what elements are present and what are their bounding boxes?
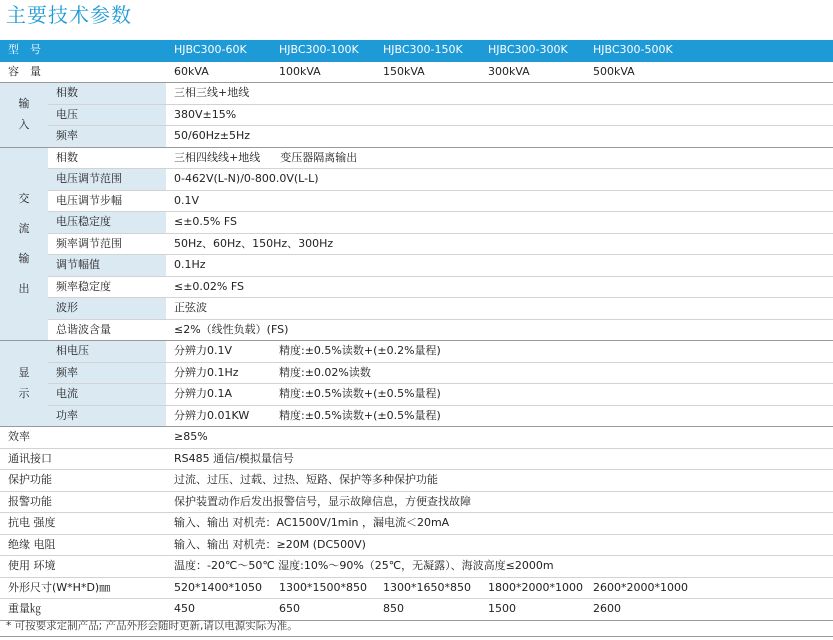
output-row: [0, 212, 833, 234]
row-label: 报警功能: [0, 491, 166, 513]
general-row: [0, 448, 833, 470]
row-label: 频率: [48, 362, 166, 384]
input-row: [0, 83, 833, 105]
value-cell: 60kVA: [166, 61, 271, 83]
model-cell: HJBC300-500K: [585, 40, 833, 61]
value-cell: 过流、过压、过载、过热、短路、保护等多种保护功能: [166, 470, 833, 492]
value-cell: 0.1V: [166, 190, 833, 212]
row-label: 通讯接口: [0, 448, 166, 470]
bottom-divider: [0, 636, 833, 637]
output-row: [0, 298, 833, 320]
dimensions-row: [0, 577, 833, 599]
row-label: 波形: [48, 298, 166, 320]
output-row: [0, 276, 833, 298]
value-cell: 520*1400*1050: [166, 577, 271, 599]
display-row: [0, 384, 833, 406]
row-label: 相数: [48, 147, 166, 169]
weight-row: [0, 599, 833, 621]
row-label: 总谐波含量: [48, 319, 166, 341]
row-label: 功率: [48, 405, 166, 427]
resolution-cell: 分辨力0.1V: [166, 341, 271, 363]
display-row: [0, 341, 833, 363]
capacity-row: [0, 61, 833, 83]
output-row: [0, 169, 833, 191]
value-cell: 1500: [480, 599, 585, 621]
value-cell: 2600*2000*1000: [585, 577, 833, 599]
value-cell: 50/60Hz±5Hz: [166, 126, 833, 148]
value-cell: 450: [166, 599, 271, 621]
page-title: 主要技术参数: [6, 3, 132, 27]
general-row: [0, 556, 833, 578]
header-label: 型 号: [0, 40, 166, 61]
model-cell: HJBC300-150K: [375, 40, 480, 61]
footnote: * 可按要求定制产品; 产品外形会随时更新,请以电源实际为准。: [6, 620, 298, 632]
value-cell: RS485 通信/模拟量信号: [166, 448, 833, 470]
accuracy-cell: 精度:±0.5%读数+(±0.2%量程): [271, 341, 833, 363]
value-cell: ≥85%: [166, 427, 833, 449]
value-cell: 650: [271, 599, 375, 621]
value-cell: 1300*1650*850: [375, 577, 480, 599]
row-label: 电压调节范围: [48, 169, 166, 191]
input-row: [0, 104, 833, 126]
output-group-label: 交流输出: [0, 147, 48, 341]
row-label: 频率: [48, 126, 166, 148]
row-label: 重量㎏: [0, 599, 166, 621]
general-row: [0, 513, 833, 535]
accuracy-cell: 精度:±0.5%读数+(±0.5%量程): [271, 405, 833, 427]
row-label: 电压稳定度: [48, 212, 166, 234]
resolution-cell: 分辨力0.1A: [166, 384, 271, 406]
row-label: 相数: [48, 83, 166, 105]
value-cell: ≤2%（线性负载）(FS): [166, 319, 833, 341]
value-cell: 输入、输出 对机壳：≥20M (DC500V): [166, 534, 833, 556]
output-row: [0, 147, 833, 169]
model-cell: HJBC300-60K: [166, 40, 271, 61]
output-row: [0, 319, 833, 341]
value-cell: 300kVA: [480, 61, 585, 83]
value-cell: 正弦波: [166, 298, 833, 320]
value-cell: 温度：-20℃～50℃ 湿度:10%～90%（25℃，无凝露）、海波高度≤2000m: [166, 556, 833, 578]
display-row: [0, 362, 833, 384]
model-cell: HJBC300-100K: [271, 40, 375, 61]
value-cell: 850: [375, 599, 480, 621]
value-cell: 150kVA: [375, 61, 480, 83]
row-label: 电流: [48, 384, 166, 406]
row-label: 调节幅值: [48, 255, 166, 277]
value-cell: 输入、输出 对机壳：AC1500V/1min ，漏电流＜20mA: [166, 513, 833, 535]
general-row: [0, 491, 833, 513]
general-row: [0, 470, 833, 492]
value-cell: 1800*2000*1000: [480, 577, 585, 599]
value-cell: 500kVA: [585, 61, 833, 83]
value-cell: 三相四线线+地线 变压器隔离输出: [166, 147, 833, 169]
value-cell: ≤±0.5% FS: [166, 212, 833, 234]
row-label: 效率: [0, 427, 166, 449]
general-row: [0, 534, 833, 556]
row-label: 保护功能: [0, 470, 166, 492]
resolution-cell: 分辨力0.01KW: [166, 405, 271, 427]
resolution-cell: 分辨力0.1Hz: [166, 362, 271, 384]
value-cell: 50Hz、60Hz、150Hz、300Hz: [166, 233, 833, 255]
row-label: 使用 环境: [0, 556, 166, 578]
row-label: 电压调节步幅: [48, 190, 166, 212]
value-cell: 保护装置动作后发出报警信号，显示故障信息，方便查找故障: [166, 491, 833, 513]
value-cell: 三相三线+地线: [166, 83, 833, 105]
accuracy-cell: 精度:±0.02%读数: [271, 362, 833, 384]
row-label: 容 量: [0, 61, 166, 83]
value-cell: ≤±0.02% FS: [166, 276, 833, 298]
output-row: [0, 255, 833, 277]
header-row: [0, 40, 833, 61]
input-row: [0, 126, 833, 148]
output-row: [0, 233, 833, 255]
row-label: 频率调节范围: [48, 233, 166, 255]
value-cell: 0.1Hz: [166, 255, 833, 277]
general-row: [0, 427, 833, 449]
display-group-label: 显示: [0, 341, 48, 427]
value-cell: 380V±15%: [166, 104, 833, 126]
row-label: 电压: [48, 104, 166, 126]
model-cell: HJBC300-300K: [480, 40, 585, 61]
row-label: 频率稳定度: [48, 276, 166, 298]
value-cell: 1300*1500*850: [271, 577, 375, 599]
row-label: 抗电 强度: [0, 513, 166, 535]
spec-table: [0, 40, 833, 621]
value-cell: 2600: [585, 599, 833, 621]
value-cell: 0-462V(L-N)/0-800.0V(L-L): [166, 169, 833, 191]
row-label: 外形尺寸(W*H*D)㎜: [0, 577, 166, 599]
value-cell: 100kVA: [271, 61, 375, 83]
output-row: [0, 190, 833, 212]
row-label: 相电压: [48, 341, 166, 363]
row-label: 绝缘 电阻: [0, 534, 166, 556]
input-group-label: 输入: [0, 83, 48, 148]
display-row: [0, 405, 833, 427]
accuracy-cell: 精度:±0.5%读数+(±0.5%量程): [271, 384, 833, 406]
